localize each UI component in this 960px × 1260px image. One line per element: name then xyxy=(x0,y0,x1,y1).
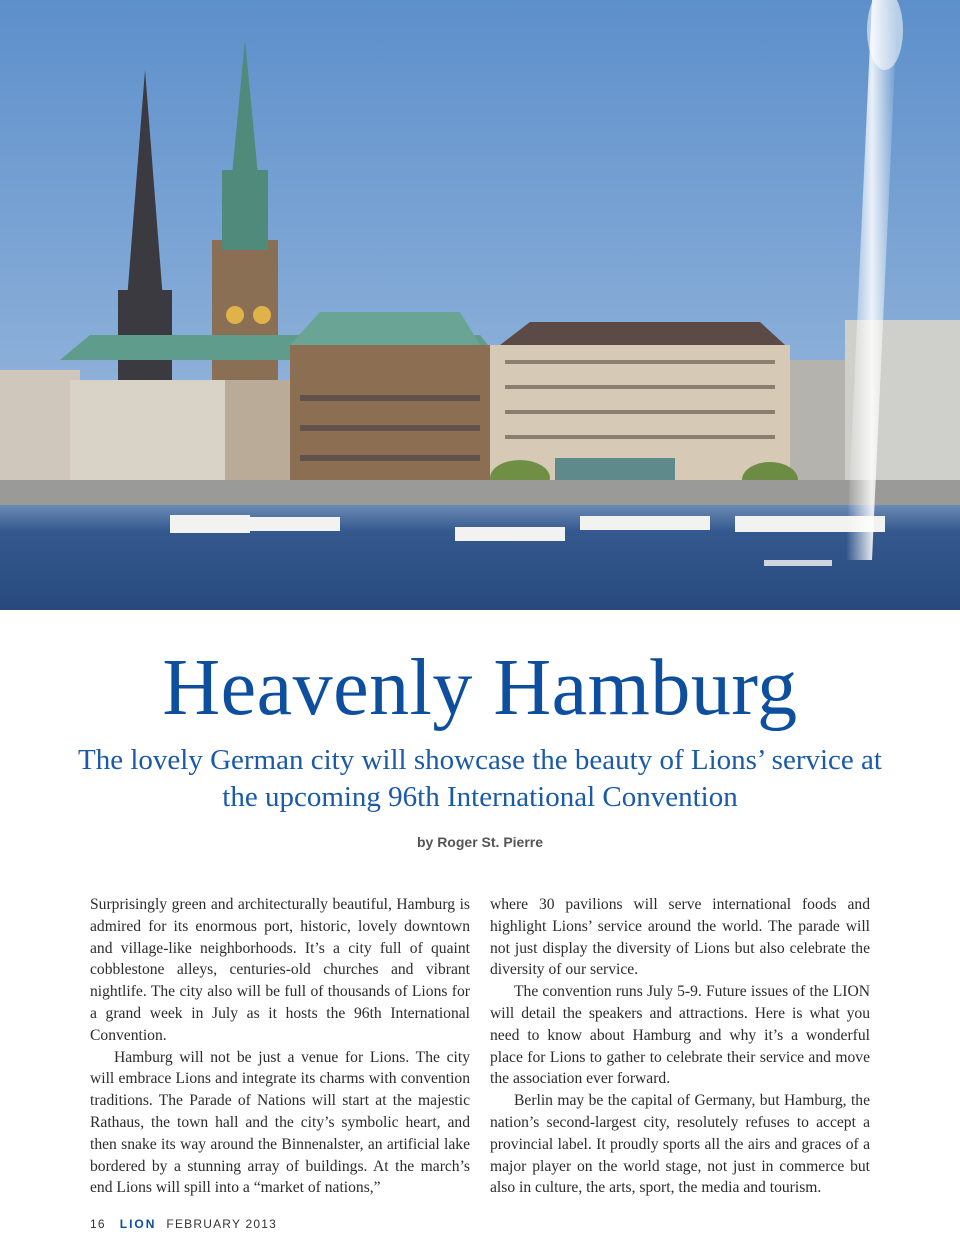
hero-photo-hamburg-skyline xyxy=(0,0,960,610)
paragraph: The convention runs July 5-9. Future issues of the LION will detail the speakers and attractions. Here is what you need to know about Hamburg and why it’s a wonderful place for Lions to gather to celebrate their service and move the association ever forward. xyxy=(490,983,870,1088)
article-byline: by Roger St. Pierre xyxy=(416,834,544,850)
paragraph: Hamburg will not be just a venue for Lions. The city will embrace Lions and integrate its charms with convention traditions. The Parade of Nations will start at the majestic Rathaus, the town hall and the city’s symbolic heart, and then snake its way around the Binnenalster, an artificial lake bordered by a stunning array of buildings. At the march’s end Lions will spill into a “market of nations,” xyxy=(90,1048,470,1197)
magazine-name: LION xyxy=(119,1217,157,1231)
hamburg-skyline-illustration xyxy=(0,0,960,610)
article-title: Heavenly Hamburg xyxy=(162,644,798,732)
page-number: 16 xyxy=(90,1217,106,1231)
paragraph: where 30 pavilions will serve international foods and highlight Lions’ service around the world. The parade will not just display the diversity of Lions but also celebrate the diversity of our service. xyxy=(490,896,870,979)
article-subtitle: The lovely German city will showcase the beauty of Lions’ service at the upcoming 96th International Convention xyxy=(78,744,882,813)
paragraph: Surprisingly green and architecturally beautiful, Hamburg is admired for its enormous port, historic, lovely downtown and village-like neighborhoods. It’s a city full of quaint cobblestone alleys, centuries-old churches and vibrant nightlife. The city also will be full of thousands of Lions for a grand week in July as it hosts the 96th International Convention. xyxy=(90,896,470,1044)
paragraph: Berlin may be the capital of Germany, but Hamburg, the nation’s second-largest city, resolutely refuses to accept a provincial label. It proudly sports all the airs and graces of a major player on the world stage, not just in commerce but also in culture, the arts, sport, the media and tourism. xyxy=(490,1092,870,1197)
page-footer xyxy=(90,1217,277,1231)
body-column-left xyxy=(90,894,470,1199)
issue-date: FEBRUARY 2013 xyxy=(166,1217,277,1231)
body-column-right xyxy=(490,894,870,1199)
